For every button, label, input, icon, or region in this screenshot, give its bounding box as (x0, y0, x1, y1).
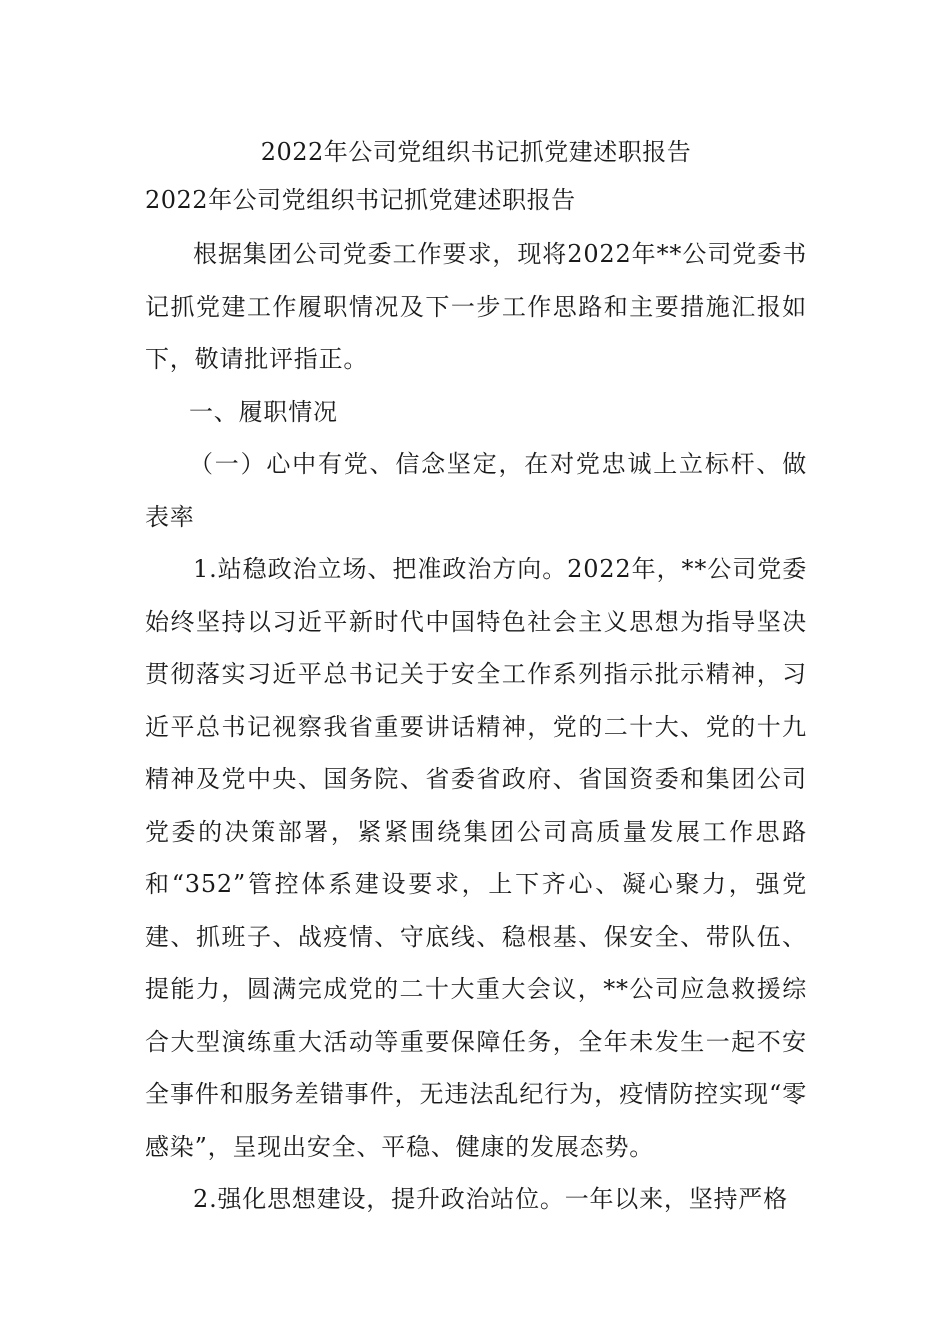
body-paragraph: 1.站稳政治立场、把准政治方向。2022年，**公司党委始终坚持以习近平新时代中国特色社会主义思想为指导坚决贯彻落实习近平总书记关于安全工作系列指示批示精神，习近平总书记视察我省重要讲话精神，党的二十大、党的十九精神及党中央、国务院、省委省政府、省国资委和集团公司党委的决策部署，紧紧围绕集团公司高质量发展工作思路和“352”管控体系建设要求，上下齐心、凝心聚力，强党建、抓班子、战疫情、守底线、稳根基、保安全、带队伍、提能力，圆满完成党的二十大重大会议，**公司应急救援综合大型演练重大活动等重要保障任务，全年未发生一起不安全事件和服务差错事件，无违法乱纪行为，疫情防控实现“零感染”，呈现出安全、平稳、健康的发展态势。 (145, 555, 807, 1161)
document-subtitle: 2022年公司党组织书记抓党建述职报告 (145, 186, 576, 214)
section-heading: 一、履职情况 (189, 397, 338, 426)
document-title: 2022年公司党组织书记抓党建述职报告 (260, 138, 692, 166)
document-page (145, 128, 807, 1226)
subsection-heading: （一）心中有党、信念坚定，在对党忠诚上立标杆、做表率 (145, 450, 807, 531)
intro-paragraph: 根据集团公司党委工作要求，现将2022年**公司党委书记抓党建工作履职情况及下一步工作思路和主要措施汇报如下，敬请批评指正。 (145, 240, 807, 373)
body-paragraph: 2.强化思想建设，提升政治站位。一年以来，坚持严格 (193, 1185, 788, 1213)
